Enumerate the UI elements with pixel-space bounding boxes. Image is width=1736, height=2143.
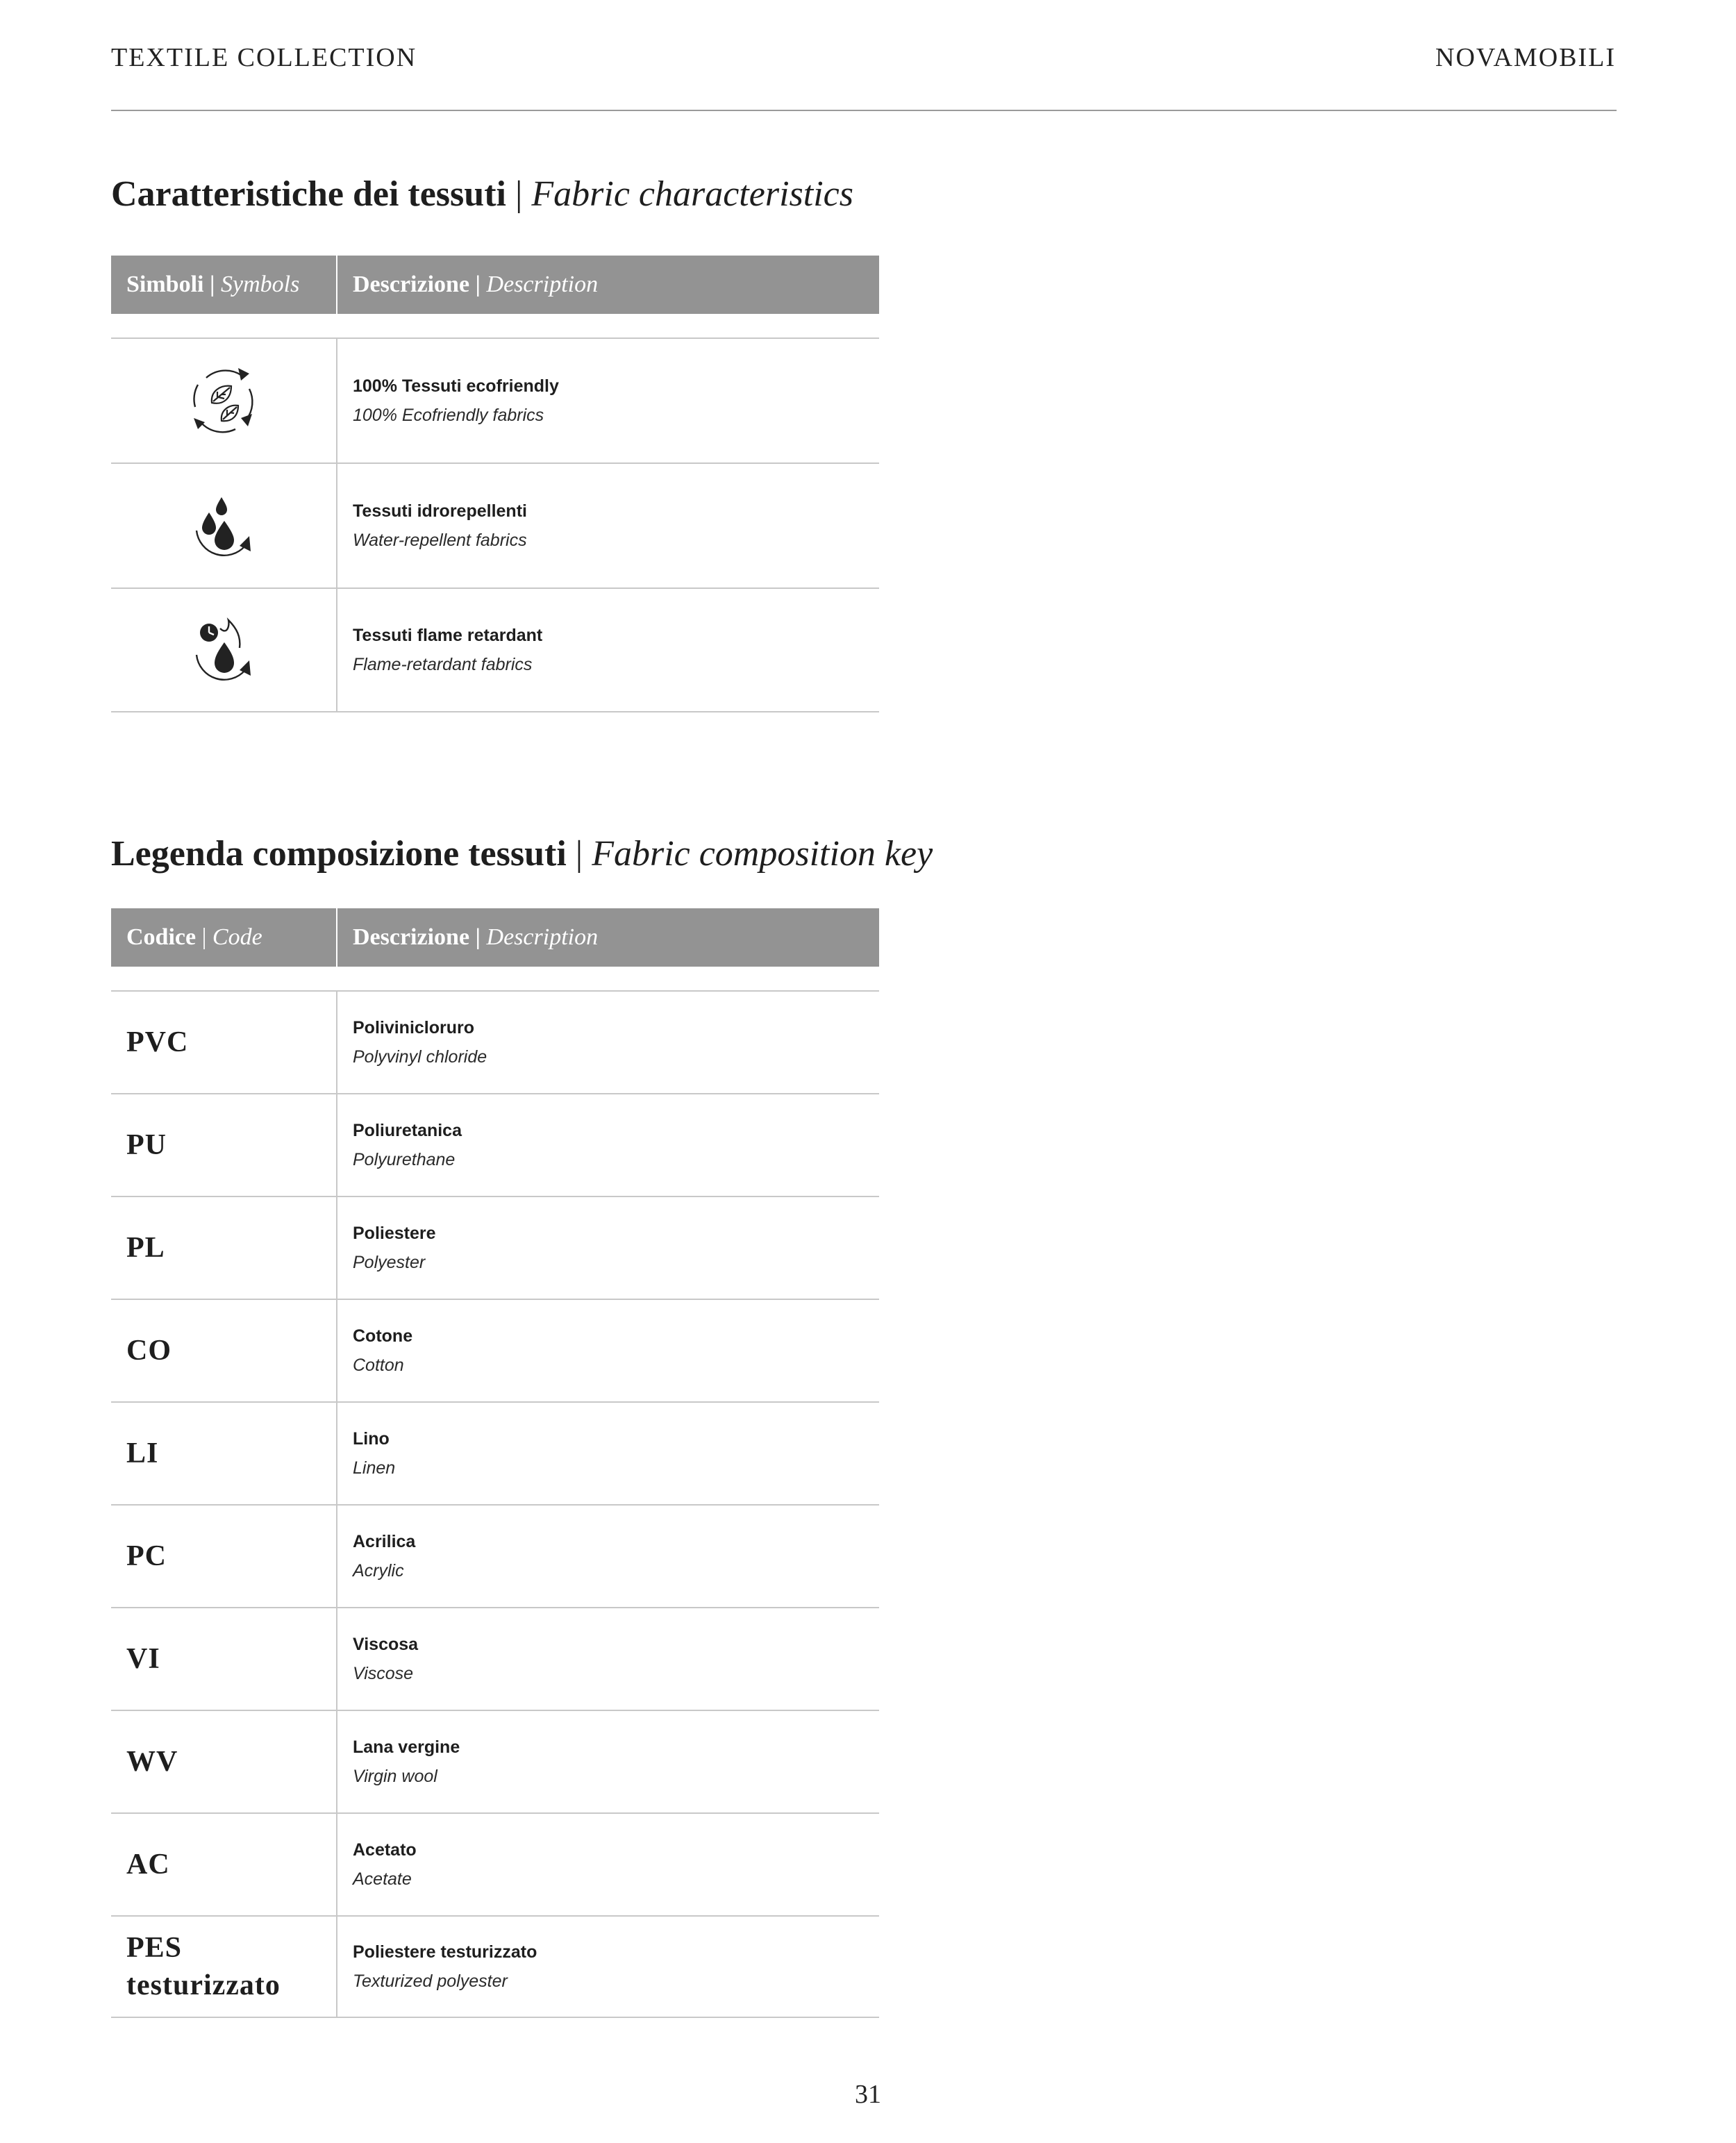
- brand-name: NOVAMOBILI: [1435, 43, 1616, 72]
- description-it: Polivinicloruro: [353, 1018, 475, 1037]
- description-it: 100% Tessuti ecofriendly: [353, 376, 559, 396]
- table-header: [111, 256, 879, 314]
- description-en: Viscose: [353, 1664, 414, 1683]
- table-header: [111, 908, 879, 967]
- header-sep: |: [475, 924, 481, 950]
- section-title-en: Fabric characteristics: [531, 174, 853, 214]
- description-it: Tessuti flame retardant: [353, 626, 543, 645]
- table-row: [111, 462, 879, 587]
- code-cell: LI: [111, 1403, 337, 1504]
- description-cell: [337, 1197, 879, 1299]
- table-row: [111, 1812, 879, 1915]
- code-cell: WV: [111, 1711, 337, 1812]
- section-title-en: Fabric composition key: [592, 834, 933, 874]
- description-it: Poliestere: [353, 1224, 436, 1243]
- description-en: Flame-retardant fabrics: [353, 655, 533, 674]
- description-cell: [337, 1094, 879, 1196]
- description-en: Texturized polyester: [353, 1971, 508, 1991]
- eco-leaves-icon: [111, 339, 337, 462]
- description-it: Poliestere testurizzato: [353, 1942, 537, 1962]
- description-cell: [337, 1300, 879, 1401]
- header-sep: |: [201, 924, 207, 950]
- description-en: Acrylic: [353, 1561, 404, 1581]
- flame-retardant-icon: [111, 589, 337, 711]
- header-code-en: Code: [212, 924, 262, 950]
- header-symbols-en: Symbols: [220, 272, 300, 297]
- description-cell: [337, 339, 879, 462]
- code-line-1: PES: [126, 1932, 183, 1964]
- code-cell: AC: [111, 1814, 337, 1915]
- description-it: Viscosa: [353, 1635, 419, 1654]
- table-row: [111, 1915, 879, 2018]
- description-it: Cotone: [353, 1326, 413, 1346]
- section-title-it: Caratteristiche dei tessuti: [111, 174, 506, 214]
- description-cell: [337, 1814, 879, 1915]
- description-cell: [337, 1917, 879, 2017]
- description-cell: [337, 1506, 879, 1607]
- fabric-composition-table: [111, 908, 879, 2018]
- description-cell: [337, 589, 879, 711]
- water-drops-icon: [111, 464, 337, 587]
- description-cell: [337, 1403, 879, 1504]
- description-en: Virgin wool: [353, 1767, 437, 1786]
- table-row: [111, 337, 879, 462]
- header-code: [111, 908, 337, 967]
- description-en: Linen: [353, 1458, 396, 1478]
- header-symbols: [111, 256, 337, 314]
- table-row: [111, 1299, 879, 1401]
- section-title-fabric-composition-key: [111, 833, 933, 874]
- description-it: Lino: [353, 1429, 390, 1449]
- description-en: Acetate: [353, 1869, 412, 1889]
- description-en: Cotton: [353, 1356, 404, 1375]
- description-it: Poliuretanica: [353, 1121, 462, 1140]
- description-cell: [337, 1608, 879, 1710]
- title-separator: |: [515, 174, 523, 214]
- code-cell: PL: [111, 1197, 337, 1299]
- description-cell: [337, 992, 879, 1093]
- header-description-en: Description: [486, 924, 599, 950]
- table-row: [111, 1196, 879, 1299]
- code-cell: VI: [111, 1608, 337, 1710]
- collection-title: TEXTILE COLLECTION: [111, 43, 417, 72]
- table-row: [111, 1504, 879, 1607]
- description-cell: [337, 464, 879, 587]
- header-description: [337, 256, 879, 314]
- header-description: [337, 908, 879, 967]
- table-row: [111, 990, 879, 1093]
- description-en: Polyester: [353, 1253, 426, 1272]
- description-en: Water-repellent fabrics: [353, 531, 527, 550]
- header-code-it: Codice: [126, 924, 197, 950]
- code-cell: CO: [111, 1300, 337, 1401]
- description-it: Tessuti idrorepellenti: [353, 501, 527, 521]
- code-cell: [111, 1917, 337, 2017]
- description-it: Lana vergine: [353, 1737, 460, 1757]
- description-cell: [337, 1711, 879, 1812]
- page-header: [111, 40, 1616, 75]
- section-title-fabric-characteristics: [111, 174, 853, 215]
- description-it: Acetato: [353, 1840, 417, 1860]
- header-description-en: Description: [486, 272, 599, 297]
- table-row: [111, 1401, 879, 1504]
- code-line-2: testurizzato: [126, 1969, 281, 2001]
- code-cell: PC: [111, 1506, 337, 1607]
- header-symbols-it: Simboli: [126, 272, 204, 297]
- description-en: Polyvinyl chloride: [353, 1047, 487, 1067]
- header-description-it: Descrizione: [353, 272, 470, 297]
- header-description-it: Descrizione: [353, 924, 470, 950]
- table-row: [111, 1710, 879, 1812]
- header-sep: |: [209, 272, 215, 297]
- code-cell: PVC: [111, 992, 337, 1093]
- header-divider: [111, 110, 1617, 111]
- section-title-it: Legenda composizione tessuti: [111, 834, 567, 874]
- header-sep: |: [475, 272, 481, 297]
- description-en: Polyurethane: [353, 1150, 456, 1169]
- title-separator: |: [575, 834, 583, 874]
- fabric-characteristics-table: [111, 256, 879, 712]
- table-row: [111, 1607, 879, 1710]
- description-en: 100% Ecofriendly fabrics: [353, 406, 544, 425]
- description-it: Acrilica: [353, 1532, 416, 1551]
- page-number: 31: [855, 2080, 881, 2109]
- table-row: [111, 587, 879, 712]
- table-row: [111, 1093, 879, 1196]
- code-cell: PU: [111, 1094, 337, 1196]
